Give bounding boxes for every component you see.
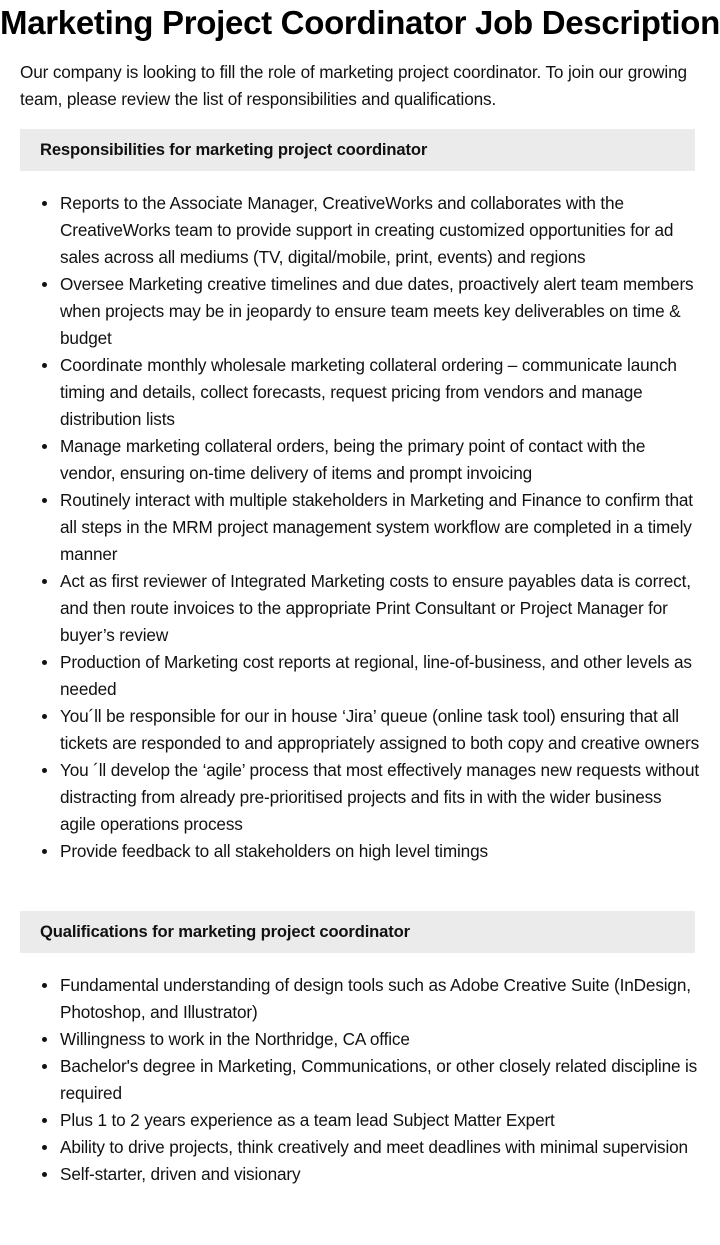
bullet-icon	[42, 363, 47, 368]
bullet-icon	[42, 1118, 47, 1123]
page-title: Marketing Project Coordinator Job Description	[0, 4, 720, 41]
bullet-icon	[42, 983, 47, 988]
bullet-icon	[42, 1037, 47, 1042]
responsibilities-heading: Responsibilities for marketing project coordinator	[20, 129, 695, 171]
bullet-icon	[42, 282, 47, 287]
list-item: Bachelor's degree in Marketing, Communications, or other closely related discipline is required	[60, 1053, 700, 1107]
list-item: Reports to the Associate Manager, CreativeWorks and collaborates with the CreativeWorks team to provide support in creating customized opportunities for ad sales across all mediums (TV, digital/mobile, print, events) and regions	[60, 190, 700, 271]
list-item: Self-starter, driven and visionary	[60, 1161, 700, 1188]
bullet-icon	[42, 660, 47, 665]
list-item: Plus 1 to 2 years experience as a team lead Subject Matter Expert	[60, 1107, 700, 1134]
bullet-icon	[42, 201, 47, 206]
list-item: Act as first reviewer of Integrated Marketing costs to ensure payables data is correct, and then route invoices to the appropriate Print Consultant or Project Manager for buyer’s review	[60, 568, 700, 649]
bullet-icon	[42, 444, 47, 449]
list-item: Fundamental understanding of design tools such as Adobe Creative Suite (InDesign, Photoshop, and Illustrator)	[60, 972, 700, 1026]
bullet-icon	[42, 714, 47, 719]
list-item: Routinely interact with multiple stakeholders in Marketing and Finance to confirm that all steps in the MRM project management system workflow are completed in a timely manner	[60, 487, 700, 568]
list-item: Willingness to work in the Northridge, CA office	[60, 1026, 700, 1053]
list-item: Coordinate monthly wholesale marketing collateral ordering – communicate launch timing and details, collect forecasts, request pricing from vendors and manage distribution lists	[60, 352, 700, 433]
bullet-icon	[42, 849, 47, 854]
bullet-icon	[42, 579, 47, 584]
list-item: Production of Marketing cost reports at regional, line-of-business, and other levels as needed	[60, 649, 700, 703]
list-item: Oversee Marketing creative timelines and due dates, proactively alert team members when projects may be in jeopardy to ensure team meets key deliverables on time & budget	[60, 271, 700, 352]
qualifications-list	[20, 972, 700, 1188]
intro-paragraph: Our company is looking to fill the role of marketing project coordinator. To join our growing team, please review the list of responsibilities and qualifications.	[20, 62, 687, 109]
responsibilities-list	[20, 190, 700, 865]
list-item: Provide feedback to all stakeholders on high level timings	[60, 838, 700, 865]
list-item: You ´ll develop the ‘agile’ process that most effectively manages new requests without distracting from already pre-prioritised projects and fits in with the wider business agile operations process	[60, 757, 700, 838]
list-item: You´ll be responsible for our in house ‘Jira’ queue (online task tool) ensuring that all tickets are responded to and appropriately assigned to both copy and creative owners	[60, 703, 700, 757]
bullet-icon	[42, 768, 47, 773]
qualifications-heading: Qualifications for marketing project coordinator	[20, 911, 695, 953]
list-item: Manage marketing collateral orders, being the primary point of contact with the vendor, ensuring on-time delivery of items and prompt invoicing	[60, 433, 700, 487]
bullet-icon	[42, 1064, 47, 1069]
bullet-icon	[42, 1172, 47, 1177]
bullet-icon	[42, 1145, 47, 1150]
list-item: Ability to drive projects, think creatively and meet deadlines with minimal supervision	[60, 1134, 700, 1161]
bullet-icon	[42, 498, 47, 503]
